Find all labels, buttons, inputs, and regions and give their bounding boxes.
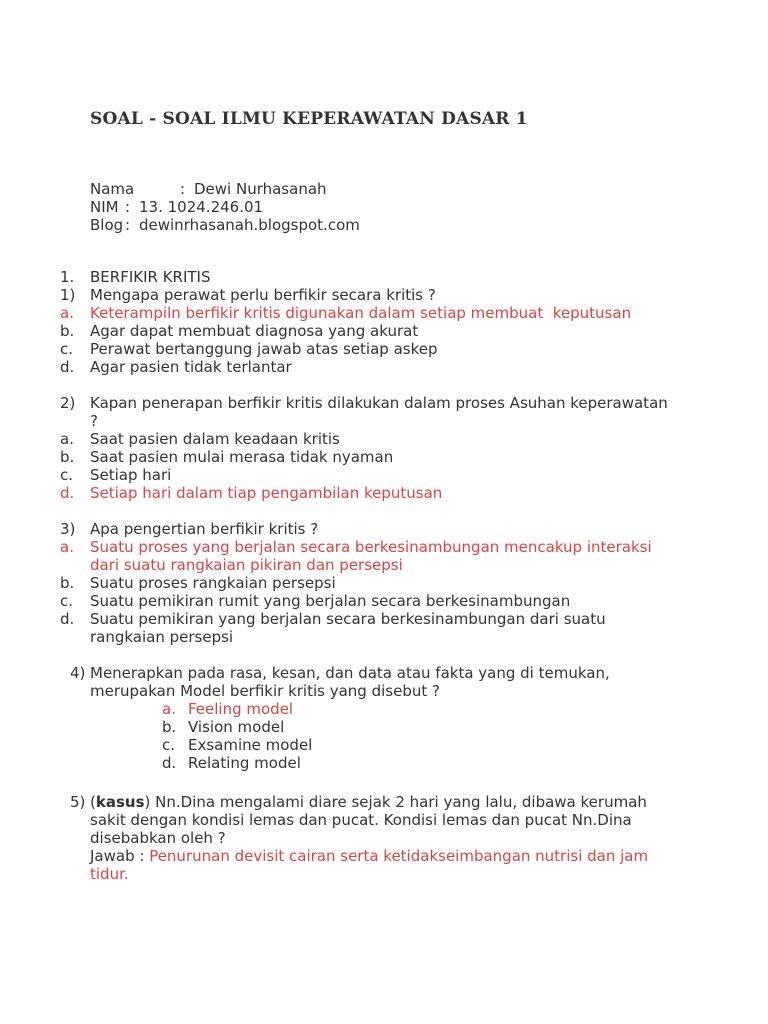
option-text: Suatu proses yang berjalan secara berkesinambungan mencakup interaksi xyxy=(90,538,652,556)
option-letter: c. xyxy=(60,340,74,358)
option-letter: b. xyxy=(162,718,177,736)
question-list xyxy=(60,268,728,883)
question-3-option-a-continuation xyxy=(60,556,728,574)
option-letter: b. xyxy=(60,574,75,592)
question-text-rest: ) Nn.Dina mengalami diare sejak 2 hari yang lalu, dibawa kerumah xyxy=(144,793,647,811)
option-letter: a. xyxy=(60,430,74,448)
question-text: ? xyxy=(90,412,98,430)
question-3-option-d-continuation xyxy=(60,628,728,646)
case-keyword: kasus xyxy=(95,793,145,811)
info-colon: : xyxy=(125,216,131,234)
option-text: Suatu pemikiran rumit yang berjalan secara berkesinambungan xyxy=(90,592,571,610)
section-title: BERFIKIR KRITIS xyxy=(90,268,211,286)
option-text: rangkaian persepsi xyxy=(90,628,234,646)
question-4 xyxy=(60,664,728,682)
question-text: merupakan Model berfikir kritis yang disebut ? xyxy=(90,682,440,700)
question-3-option-d xyxy=(60,610,728,628)
question-1-option-d xyxy=(60,358,728,376)
question-5-continuation xyxy=(60,811,728,829)
info-value: Dewi Nurhasanah xyxy=(194,180,327,198)
option-letter: c. xyxy=(60,466,74,484)
option-text: Perawat bertanggung jawab atas setiap askep xyxy=(90,340,438,358)
option-text: Setiap hari dalam tiap pengambilan keputusan xyxy=(90,484,443,502)
option-letter: a. xyxy=(60,538,74,556)
answer-line xyxy=(90,847,728,865)
question-number: 3) xyxy=(60,520,76,538)
option-text: Exsamine model xyxy=(188,736,313,754)
question-5-continuation xyxy=(60,829,728,847)
question-2-option-b xyxy=(60,448,728,466)
info-value: dewinrhasanah.blogspot.com xyxy=(139,216,360,234)
question-number: 5) xyxy=(70,793,86,811)
question-text: Kapan penerapan berfikir kritis dilakukan dalam proses Asuhan keperawatan xyxy=(90,394,668,412)
question-number: 4) xyxy=(70,664,86,682)
question-2-option-a xyxy=(60,430,728,448)
option-text: Suatu pemikiran yang berjalan secara berkesinambungan dari suatu xyxy=(90,610,606,628)
question-3 xyxy=(60,520,728,538)
question-2 xyxy=(60,394,728,412)
question-1-option-c xyxy=(60,340,728,358)
section-heading xyxy=(60,268,728,286)
info-value: 13. 1024.246.01 xyxy=(139,198,264,216)
question-text xyxy=(90,793,728,811)
question-3-option-a xyxy=(60,538,728,556)
question-3-option-b xyxy=(60,574,728,592)
option-text: Vision model xyxy=(188,718,285,736)
question-2-option-c xyxy=(60,466,728,484)
info-label: Nama xyxy=(90,180,135,198)
option-text: dari suatu rangkaian pikiran dan persepsi xyxy=(90,556,403,574)
option-text: Relating model xyxy=(188,754,301,772)
option-letter: a. xyxy=(162,700,176,718)
question-5-answer xyxy=(60,847,728,865)
answer-text: tidur. xyxy=(90,865,129,883)
question-4-option-c xyxy=(162,736,728,754)
question-1-option-a xyxy=(60,304,728,322)
answer-text: Penurunan devisit cairan serta ketidakseimbangan nutrisi dan jam xyxy=(149,847,649,865)
info-row-nim xyxy=(90,198,360,216)
info-row-blog xyxy=(90,216,360,234)
option-letter: d. xyxy=(162,754,177,772)
option-letter: c. xyxy=(60,592,74,610)
option-text: Keterampiln berfikir kritis digunakan dalam setiap membuat keputusan xyxy=(90,304,632,322)
info-label: NIM xyxy=(90,198,119,216)
question-number: 2) xyxy=(60,394,76,412)
option-text: Agar pasien tidak terlantar xyxy=(90,358,292,376)
option-text: Saat pasien mulai merasa tidak nyaman xyxy=(90,448,394,466)
question-1-option-b xyxy=(60,322,728,340)
question-4-option-b xyxy=(162,718,728,736)
option-letter: d. xyxy=(60,358,75,376)
question-5 xyxy=(60,793,728,811)
question-1 xyxy=(60,286,728,304)
option-letter: d. xyxy=(60,484,75,502)
question-3-option-c xyxy=(60,592,728,610)
info-colon: : xyxy=(180,180,186,198)
option-letter: b. xyxy=(60,448,75,466)
option-letter: c. xyxy=(162,736,176,754)
option-text: Suatu proses rangkaian persepsi xyxy=(90,574,336,592)
student-info xyxy=(90,180,360,234)
option-text: Feeling model xyxy=(188,700,294,718)
case-paren-open: ( xyxy=(90,793,96,811)
option-letter: a. xyxy=(60,304,74,322)
option-letter: b. xyxy=(60,322,75,340)
option-text: Agar dapat membuat diagnosa yang akurat xyxy=(90,322,419,340)
question-4-continuation xyxy=(60,682,728,700)
info-label: Blog xyxy=(90,216,124,234)
question-4-option-a xyxy=(162,700,728,718)
question-2-continuation xyxy=(60,412,728,430)
info-row-nama xyxy=(90,180,360,198)
page-title: SOAL - SOAL ILMU KEPERAWATAN DASAR 1 xyxy=(90,109,528,129)
question-text: sakit dengan kondisi lemas dan pucat. Kondisi lemas dan pucat Nn.Dina xyxy=(90,811,632,829)
question-4-option-d xyxy=(162,754,728,772)
answer-label: Jawab : xyxy=(90,847,150,865)
option-text: Setiap hari xyxy=(90,466,172,484)
info-colon: : xyxy=(125,198,131,216)
question-text: Menerapkan pada rasa, kesan, dan data atau fakta yang di temukan, xyxy=(90,664,610,682)
question-text: disebabkan oleh ? xyxy=(90,829,226,847)
question-2-option-d xyxy=(60,484,728,502)
question-5-answer-continuation xyxy=(60,865,728,883)
question-text: Mengapa perawat perlu berfikir secara kritis ? xyxy=(90,286,436,304)
option-letter: d. xyxy=(60,610,75,628)
question-text: Apa pengertian berfikir kritis ? xyxy=(90,520,319,538)
option-text: Saat pasien dalam keadaan kritis xyxy=(90,430,340,448)
section-number: 1. xyxy=(60,268,75,286)
question-number: 1) xyxy=(60,286,76,304)
